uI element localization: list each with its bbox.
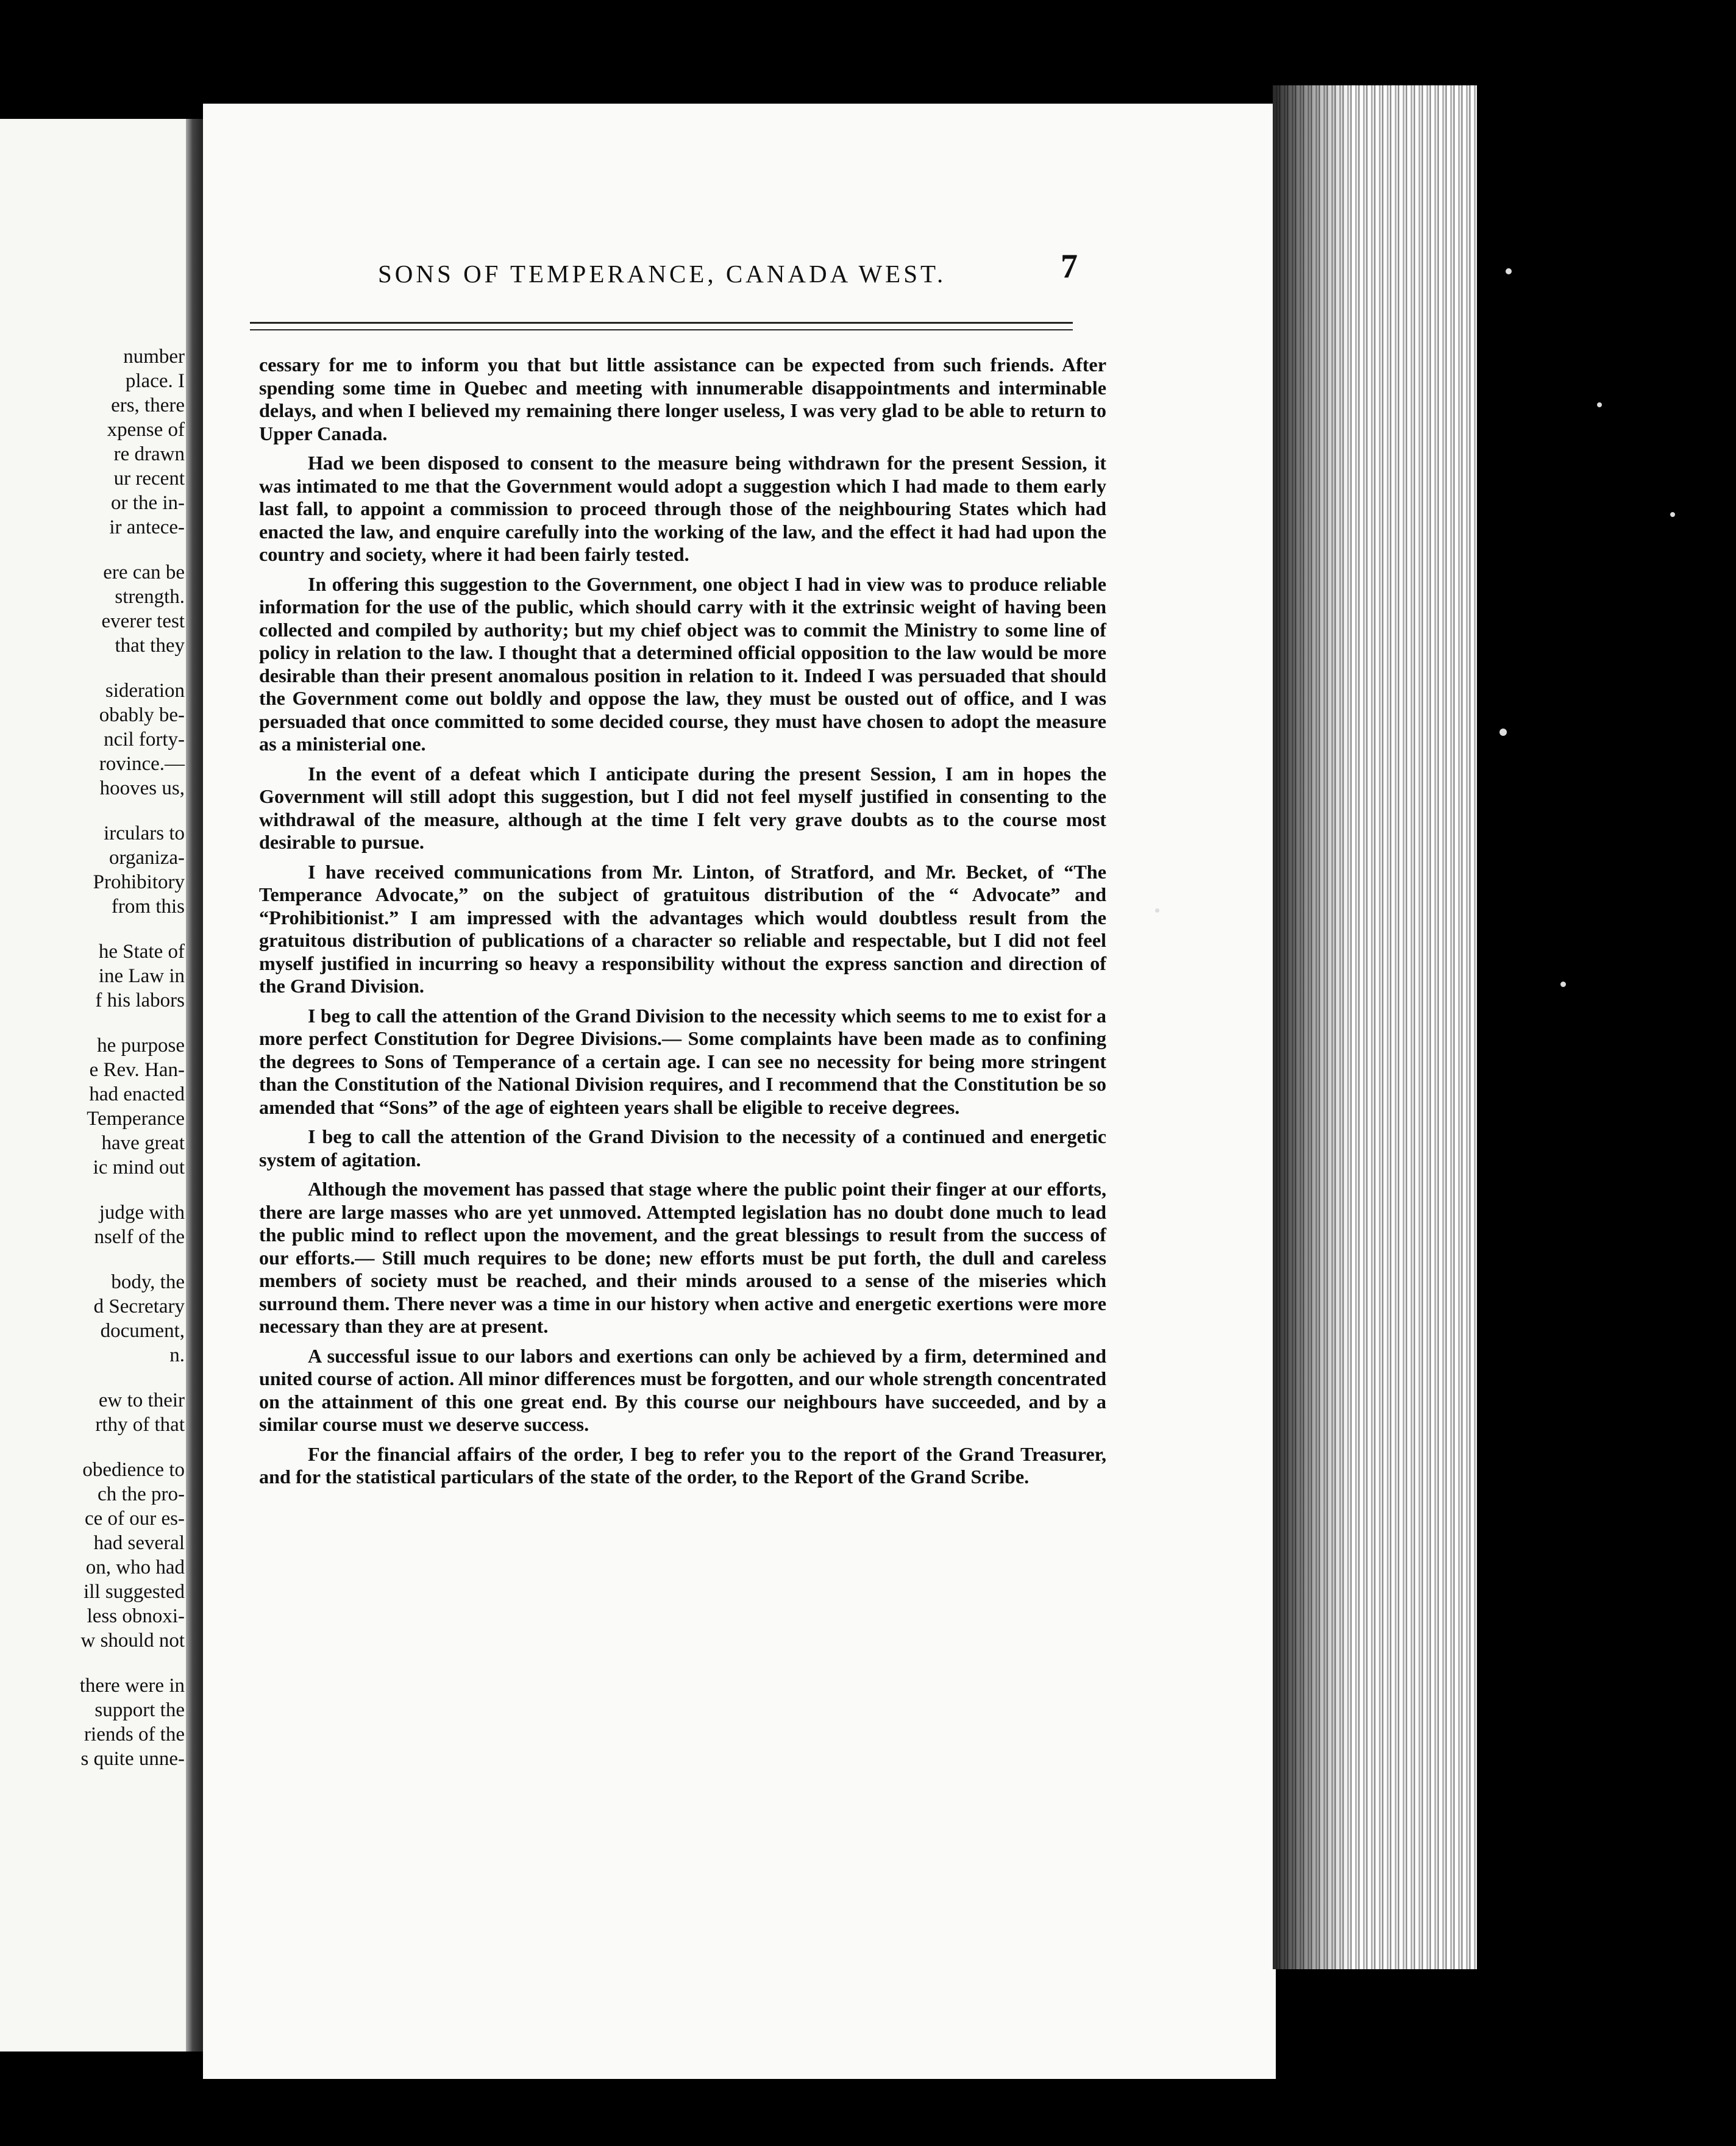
left-page-line: had enacted (89, 1083, 185, 1105)
left-page-line: riends of the (84, 1724, 185, 1745)
left-page-line: f his labors (95, 989, 185, 1011)
left-page-line: ch the pro- (98, 1483, 185, 1505)
page-number: 7 (1061, 248, 1078, 285)
dust-speck (1597, 402, 1602, 407)
left-page-line: Prohibitory (93, 871, 185, 893)
book-gutter (186, 119, 203, 2052)
header-rule-secondary (250, 329, 1073, 330)
left-page-line: ine Law in (98, 965, 185, 987)
left-page-line: judge with (99, 1202, 185, 1224)
page-edge-shadow (1273, 85, 1352, 1969)
left-page-line: organiza- (109, 847, 185, 869)
left-page-line: ncil forty- (104, 729, 185, 750)
left-page-line: ic mind out (93, 1157, 185, 1178)
left-page-line: ce of our es- (84, 1508, 185, 1530)
left-page-line: on, who had (85, 1556, 185, 1578)
left-page-line: e Rev. Han- (89, 1059, 185, 1081)
paragraph: cessary for me to inform you that but little assistance can be expected from such friends. After spending some time in Quebec and meeting with innumerable disappointments and interminable delays, and when I believed my remaining there longer useless, I was very glad to be able to return to Upper Canada. (259, 354, 1106, 444)
paragraph: Had we been disposed to consent to the measure being withdrawn for the present Session, it was intimated to me that the Government would adopt a suggestion which I had made to them early last fall, to appoint a commission to proceed through those of the neighbouring States which had enacted the law, and enquire carefully into the working of the law, and the effect it had had upon the country and society, where it had been fairly tested. (259, 452, 1106, 565)
paragraph: For the financial affairs of the order, I beg to refer you to the report of the Grand Treasurer, and for the statistical particulars of the state of the order, to the Report of the Grand Scribe. (259, 1442, 1106, 1488)
left-page-line: ers, there (111, 394, 185, 416)
left-page-line: irculars to (104, 822, 185, 844)
left-page-line: ew to their (98, 1389, 185, 1411)
dust-speck (1560, 982, 1566, 987)
left-page-line: xpense of (107, 419, 185, 441)
left-page-line: place. I (125, 370, 185, 392)
left-page-line: obably be- (99, 704, 185, 726)
left-page-line: rovince.— (99, 753, 185, 775)
left-page-line: sideration (105, 680, 185, 702)
paragraph: In the event of a defeat which I anticipate during the present Session, I am in hopes the Government will still adopt this suggestion, but I did not feel myself justified in consenting to the withdrawal of the measure, although at the time I felt very grave doubts as to the course most desirable to pursue. (259, 762, 1106, 853)
running-head: SONS OF TEMPERANCE, CANADA WEST. (378, 260, 947, 288)
left-page-line: have great (101, 1132, 185, 1154)
left-page-line: ill suggested (84, 1581, 185, 1603)
left-page-line: rthy of that (95, 1414, 185, 1436)
left-page-line: had several (93, 1532, 185, 1554)
left-page-line: hooves us, (99, 777, 185, 799)
left-page-line: obedience to (82, 1459, 185, 1481)
left-page-line: document, (100, 1320, 185, 1342)
paragraph: A successful issue to our labors and exertions can only be achieved by a firm, determined and united course of action. All minor differences must be forgotten, and our whole strength concentrated on the attainment of this one great end. By this course our neighbours have succeeded, and by a similar course must we deserve success. (259, 1344, 1106, 1435)
left-page-line: or the in- (111, 492, 185, 514)
dust-speck (1506, 268, 1512, 274)
left-page-line: that they (115, 635, 185, 657)
page-header (177, 155, 1078, 288)
paragraph: In offering this suggestion to the Government, one object I had in view was to produce reliable information for the use of the public, which should carry with it the extrinsic weight of having been collected and compiled by authority; but my chief object was to commit the Ministry to some line of policy in relation to the law. I thought that a determined official opposition to the law would be more desirable than their present anomalous position in relation to it. Indeed I was persuaded that should the Government come out boldly and oppose the law, they must be ousted out of office, and I was persuaded that once committed to some decided course, they must have chosen to adopt the measure as a ministerial one. (259, 572, 1106, 755)
left-page-line: support the (94, 1699, 185, 1721)
left-page-line: n. (169, 1344, 185, 1366)
dust-speck (1155, 908, 1159, 913)
left-page-line: he purpose (97, 1035, 185, 1057)
left-page-line: s quite unne- (80, 1748, 185, 1770)
left-page-line: he State of (98, 941, 185, 963)
left-page-line: less obnoxi- (87, 1605, 185, 1627)
left-page-line: nself of the (94, 1226, 185, 1248)
header-rule (250, 322, 1073, 324)
body-text (259, 354, 1106, 1495)
left-page-line: re drawn (113, 443, 185, 465)
left-page-line: body, the (111, 1271, 185, 1293)
left-page-line: ere can be (103, 561, 185, 583)
left-page-line: ur recent (113, 468, 185, 490)
left-page-line: number (123, 346, 185, 368)
left-page-line: from this (111, 896, 185, 918)
left-page-line: Temperance (87, 1108, 185, 1130)
left-page-line: strength. (115, 586, 185, 608)
paragraph: I beg to call the attention of the Grand Division to the necessity which seems to me to exist for a more perfect Constitution for Degree Divisions.— Some complaints have been made as to confining the degrees to Sons of Temperance of a certain age. I can see no necessity for being more stringent than the Constitution of the National Division requires, and I recommend that the Constitution be so amended that “Sons” of the age of eighteen years shall be eligible to receive degrees. (259, 1004, 1106, 1118)
dust-speck (1670, 512, 1675, 517)
paragraph: Although the movement has passed that stage where the public point their finger at our efforts, there are large masses who are yet unmoved. Attempted legislation has no doubt done much to lead the public mind to reflect upon the movement, and the great blessings to result from the success of our efforts.— Still much requires to be done; new efforts must be put forth, the dull and careless members of society must be reached, and their minds aroused to a sense of the miseries which surround them. There never was a time in our history when active and energetic exertions were more necessary than they are at present. (259, 1178, 1106, 1337)
left-page (0, 119, 186, 2052)
left-page-line: everer test (101, 610, 185, 632)
left-page-line: ir antece- (109, 516, 185, 538)
paragraph: I beg to call the attention of the Grand Division to the necessity of a continued and energetic system of agitation. (259, 1125, 1106, 1171)
left-page-line: there were in (79, 1675, 185, 1697)
left-page-line: d Secretary (93, 1296, 185, 1317)
paragraph: I have received communications from Mr. Linton, of Stratford, and Mr. Becket, of “The Temperance Advocate,” on the subject of gratuitous distribution of the “ Advocate” and “Prohibitionist.” I am impressed with the advantages which would doubtless result from the gratuitous distribution of publications of a character so reliable and respectable, but I did not feel myself justified in incurring so heavy a responsibility without the express sanction and direction of the Grand Division. (259, 860, 1106, 997)
dust-speck (1499, 729, 1507, 736)
left-page-line: w should not (80, 1630, 185, 1652)
